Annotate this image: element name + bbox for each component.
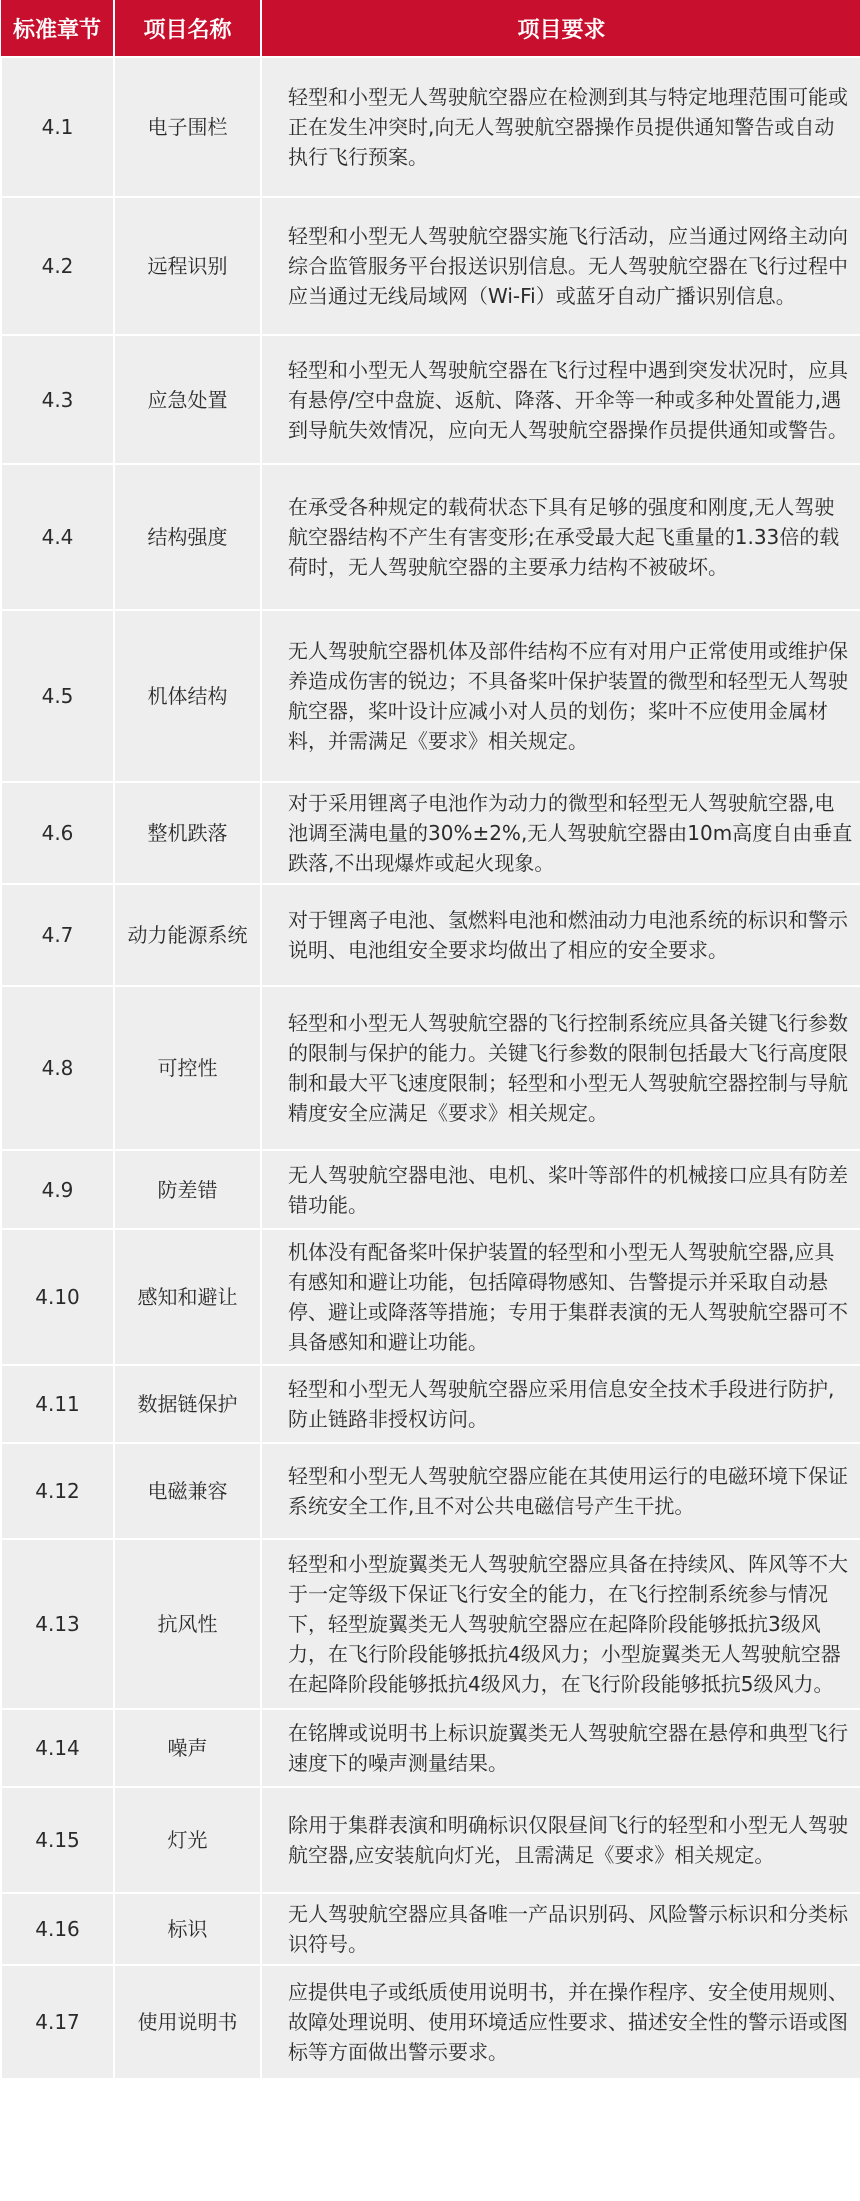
table-row: [1, 1787, 860, 1893]
table-row: [1, 197, 860, 335]
table-header: [1, 0, 860, 57]
item-name-cell: 整机跌落: [114, 782, 261, 884]
item-name-cell: 使用说明书: [114, 1965, 261, 2079]
item-name-cell: 灯光: [114, 1787, 261, 1893]
requirement-cell: 在铭牌或说明书上标识旋翼类无人驾驶航空器在悬停和典型飞行速度下的噪声测量结果。: [261, 1709, 860, 1787]
table-row: [1, 1443, 860, 1539]
table-row: [1, 464, 860, 610]
section-cell: 4.4: [1, 464, 114, 610]
item-name-cell: 远程识别: [114, 197, 261, 335]
table-row: [1, 1709, 860, 1787]
requirement-cell: 轻型和小型无人驾驶航空器应采用信息安全技术手段进行防护,防止链路非授权访问。: [261, 1365, 860, 1443]
header-requirement: 项目要求: [261, 0, 860, 57]
section-cell: 4.7: [1, 884, 114, 986]
section-cell: 4.13: [1, 1539, 114, 1709]
header-section: 标准章节: [1, 0, 114, 57]
table-row: [1, 1365, 860, 1443]
section-cell: 4.10: [1, 1229, 114, 1365]
requirement-cell: 无人驾驶航空器电池、电机、桨叶等部件的机械接口应具有防差错功能。: [261, 1150, 860, 1229]
section-cell: 4.2: [1, 197, 114, 335]
item-name-cell: 抗风性: [114, 1539, 261, 1709]
section-cell: 4.12: [1, 1443, 114, 1539]
section-cell: 4.9: [1, 1150, 114, 1229]
item-name-cell: 数据链保护: [114, 1365, 261, 1443]
item-name-cell: 防差错: [114, 1150, 261, 1229]
item-name-cell: 电子围栏: [114, 57, 261, 197]
item-name-cell: 标识: [114, 1893, 261, 1965]
requirement-cell: 轻型和小型无人驾驶航空器的飞行控制系统应具备关键飞行参数的限制与保护的能力。关键飞行参数的限制包括最大飞行高度限制和最大平飞速度限制；轻型和小型无人驾驶航空器控制与导航精度安全应满足《要求》相关规定。: [261, 986, 860, 1150]
item-name-cell: 应急处置: [114, 335, 261, 464]
requirement-cell: 除用于集群表演和明确标识仅限昼间飞行的轻型和小型无人驾驶航空器,应安装航向灯光，且需满足《要求》相关规定。: [261, 1787, 860, 1893]
section-cell: 4.6: [1, 782, 114, 884]
table-row: [1, 884, 860, 986]
requirement-cell: 轻型和小型旋翼类无人驾驶航空器应具备在持续风、阵风等不大于一定等级下保证飞行安全的能力，在飞行控制系统参与情况下，轻型旋翼类无人驾驶航空器应在起降阶段能够抵抗3级风力，在飞行阶段能够抵抗4级风力；小型旋翼类无人驾驶航空器在起降阶段能够抵抗4级风力，在飞行阶段能够抵抗5级风力。: [261, 1539, 860, 1709]
section-cell: 4.11: [1, 1365, 114, 1443]
requirement-cell: 轻型和小型无人驾驶航空器应能在其使用运行的电磁环境下保证系统安全工作,且不对公共电磁信号产生干扰。: [261, 1443, 860, 1539]
table-row: [1, 335, 860, 464]
item-name-cell: 电磁兼容: [114, 1443, 261, 1539]
table-row: [1, 1893, 860, 1965]
table-body: [1, 57, 860, 2079]
section-cell: 4.14: [1, 1709, 114, 1787]
item-name-cell: 感知和避让: [114, 1229, 261, 1365]
requirement-cell: 无人驾驶航空器应具备唯一产品识别码、风险警示标识和分类标识符号。: [261, 1893, 860, 1965]
item-name-cell: 动力能源系统: [114, 884, 261, 986]
requirement-cell: 轻型和小型无人驾驶航空器实施飞行活动，应当通过网络主动向综合监管服务平台报送识别信息。无人驾驶航空器在飞行过程中应当通过无线局域网（Wi-Fi）或蓝牙自动广播识别信息。: [261, 197, 860, 335]
item-name-cell: 噪声: [114, 1709, 261, 1787]
section-cell: 4.3: [1, 335, 114, 464]
table-row: [1, 782, 860, 884]
table-row: [1, 1965, 860, 2079]
section-cell: 4.16: [1, 1893, 114, 1965]
table-row: [1, 610, 860, 782]
table-row: [1, 1539, 860, 1709]
requirement-cell: 轻型和小型无人驾驶航空器在飞行过程中遇到突发状况时，应具有悬停/空中盘旋、返航、降落、开伞等一种或多种处置能力,遇到导航失效情况，应向无人驾驶航空器操作员提供通知或警告。: [261, 335, 860, 464]
requirement-cell: 对于锂离子电池、氢燃料电池和燃油动力电池系统的标识和警示说明、电池组安全要求均做出了相应的安全要求。: [261, 884, 860, 986]
header-item-name: 项目名称: [114, 0, 261, 57]
section-cell: 4.5: [1, 610, 114, 782]
section-cell: 4.15: [1, 1787, 114, 1893]
item-name-cell: 结构强度: [114, 464, 261, 610]
item-name-cell: 可控性: [114, 986, 261, 1150]
requirement-cell: 在承受各种规定的载荷状态下具有足够的强度和刚度,无人驾驶航空器结构不产生有害变形;在承受最大起飞重量的1.33倍的载荷时，无人驾驶航空器的主要承力结构不被破坏。: [261, 464, 860, 610]
table-row: [1, 1150, 860, 1229]
table-row: [1, 986, 860, 1150]
requirement-cell: 对于采用锂离子电池作为动力的微型和轻型无人驾驶航空器,电池调至满电量的30%±2%,无人驾驶航空器由10m高度自由垂直跌落,不出现爆炸或起火现象。: [261, 782, 860, 884]
section-cell: 4.1: [1, 57, 114, 197]
section-cell: 4.17: [1, 1965, 114, 2079]
section-cell: 4.8: [1, 986, 114, 1150]
requirement-cell: 机体没有配备桨叶保护装置的轻型和小型无人驾驶航空器,应具有感知和避让功能，包括障碍物感知、告警提示并采取自动悬停、避让或降落等措施；专用于集群表演的无人驾驶航空器可不具备感知和避让功能。: [261, 1229, 860, 1365]
table-row: [1, 57, 860, 197]
requirement-cell: 轻型和小型无人驾驶航空器应在检测到其与特定地理范围可能或正在发生冲突时,向无人驾驶航空器操作员提供通知警告或自动执行飞行预案。: [261, 57, 860, 197]
header-row: [1, 0, 860, 57]
table-row: [1, 1229, 860, 1365]
requirement-cell: 应提供电子或纸质使用说明书，并在操作程序、安全使用规则、故障处理说明、使用环境适应性要求、描述安全性的警示语或图标等方面做出警示要求。: [261, 1965, 860, 2079]
item-name-cell: 机体结构: [114, 610, 261, 782]
requirement-cell: 无人驾驶航空器机体及部件结构不应有对用户正常使用或维护保养造成伤害的锐边；不具备桨叶保护装置的微型和轻型无人驾驶航空器，桨叶设计应减小对人员的划伤；桨叶不应使用金属材料，并需满足《要求》相关规定。: [261, 610, 860, 782]
